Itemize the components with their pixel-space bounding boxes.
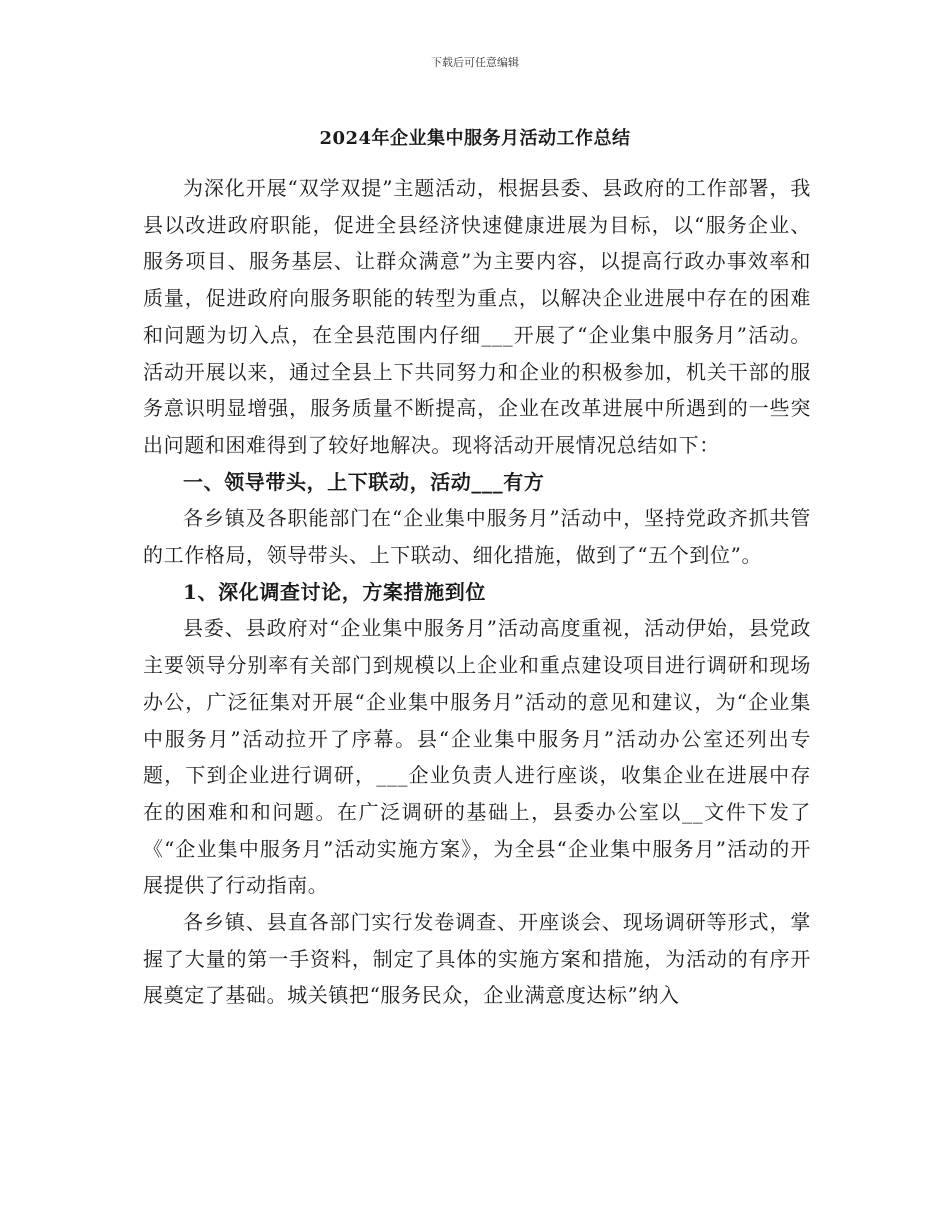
- document-title: 2024年企业集中服务月活动工作总结: [319, 128, 631, 149]
- document-body: [143, 170, 811, 1014]
- paragraph-section-1: 各乡镇及各职能部门在“企业集中服务月”活动中，坚持党政齐抓共管的工作格局，领导带头、上下联动、细化措施，做到了“五个到位”。: [143, 506, 811, 568]
- header-note: 下载后可任意编辑: [431, 56, 519, 69]
- paragraph-subsection-1a: 县委、县政府对“企业集中服务月”活动高度重视，活动伊始，县党政主要领导分别率有关部门到规模以上企业和重点建设项目进行调研和现场办公，广泛征集对开展“企业集中服务月”活动的意见和建议，为“企业集中服务月”活动拉开了序幕。县“企业集中服务月”活动办公室还列出专题，下到企业进行调研，___企业负责人进行座谈，收集企业在进展中存在的困难和和问题。在广泛调研的基础上，县委办公室以__文件下发了《“企业集中服务月”活动实施方案》，为全县“企业集中服务月”活动的开展提供了行动指南。: [143, 616, 811, 898]
- paragraph-intro: 为深化开展“双学双提”主题活动，根据县委、县政府的工作部署，我县以改进政府职能，促进全县经济快速健康进展为目标，以“服务企业、服务项目、服务基层、让群众满意”为主要内容，以提高行政办事效率和质量，促进政府向服务职能的转型为重点，以解决企业进展中存在的困难和问题为切入点，在全县范围内仔细___开展了“企业集中服务月”活动。活动开展以来，通过全县上下共同努力和企业的积极参加，机关干部的服务意识明显增强，服务质量不断提高，企业在改革进展中所遇到的一些突出问题和困难得到了较好地解决。现将活动开展情况总结如下：: [143, 176, 811, 457]
- subsection-heading-1: 1、深化调查讨论，方案措施到位: [183, 579, 486, 604]
- paragraph-subsection-1b: 各乡镇、县直各部门实行发卷调查、开座谈会、现场调研等形式，掌握了大量的第一手资料，制定了具体的实施方案和措施，为活动的有序开展奠定了基础。城关镇把“服务民众，企业满意度达标”纳入: [143, 910, 811, 1008]
- section-heading-1: 一、领导带头，上下联动，活动___有方: [183, 469, 545, 494]
